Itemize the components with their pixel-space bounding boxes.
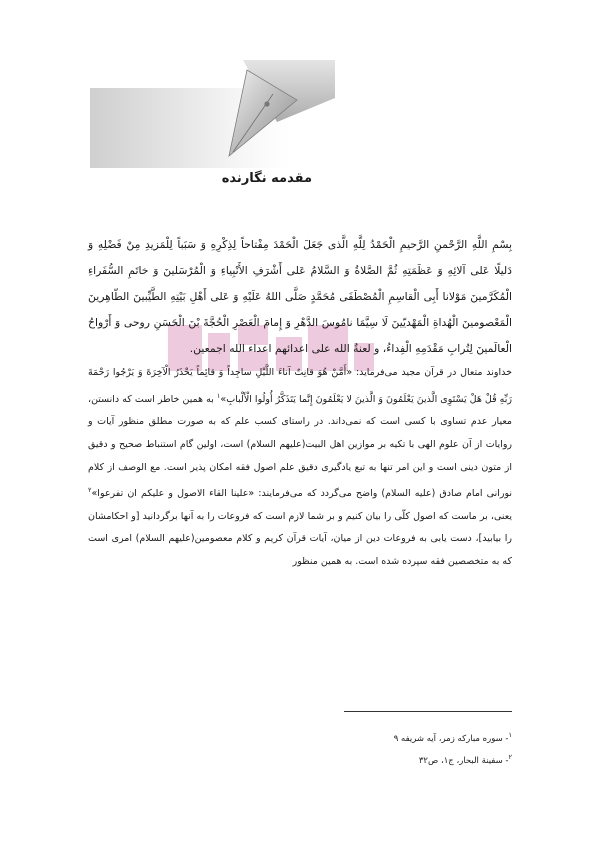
paragraph-part-1: خداوند متعال در قرآن مجید می‌فرماید: «أَمَّنْ هُوَ قانِتٌ آناءَ اللَّیْلِ ساجِداً وَ قائِماً یَحْذَرُ الْآخِرَةَ وَ یَرْجُوا رَحْمَةَ رَبِّهِ قُلْ هَلْ یَسْتَوِی الَّذینَ یَعْلَمُونَ وَ الَّذینَ لا یَعْلَمُونَ إِنَّما یَتَذَکَّرُ أُولُوا الْأَلْبابِ»	[88, 367, 512, 405]
footnote-text: - سوره مبارکه زمر، آیه شریفه ۹	[393, 733, 509, 744]
section-title: مقدمه نگارنده	[221, 171, 312, 186]
footnote-ref-2: ٢	[88, 486, 92, 495]
footnote-text: - سفینة البحار، ج۱، ص۳۲	[418, 755, 509, 766]
footnote-ref-1: ١	[216, 391, 221, 400]
footnote-number: ١	[508, 731, 512, 739]
body-text	[88, 232, 512, 574]
footnote-item	[394, 726, 512, 748]
paragraph-part-2: به همین خاطر است که دانستن، معیار عدم تساوی با کسی است که نمی‌داند. در راستای کسب علم که به صورت مطلق منظور آیات و روایات از آن علوم الهی با تکیه بر موازین اهل البیت(علیهم السلام) است، اولین گام استنباط صحیح و دقیق از متون دینی است و این امر تنها به تبع یادگیری دقیق علم اصول فقه امکان پذیر است. مع الوصف از کلام نورانی امام صادق (علیه السلام) واضح می‌گردد که می‌فرمایند: «علینا القاء الاصول و علیکم ان تفرعوا»	[88, 393, 512, 500]
footnote-divider	[344, 711, 512, 712]
arabic-opening-paragraph: بِسْمِ اللَّهِ الرَّحْمنِ الرَّحیمِ الْحَمْدُ لِلَّهِ الَّذی جَعَلَ الْحَمْدَ مِفْتاحاً لِذِکْرِهِ وَ سَبَباً لِلْمَزیدِ مِنْ فَضْلِهِ وَ دَلیلًا عَلی آلائِهِ وَ عَظَمَتِهِ ثُمَّ الصَّلاةُ وَ السَّلامُ عَلی أَشْرَفِ الأَنْبِیاءِ وَ الْمُرْسَلینَ وَ خاتَمِ السُّفَراءِ الْمُکَرَّمینَ مَوْلانا أَبِی الْقاسِمِ الْمُصْطَفَی مُحَمَّدٍ صَلَّی اللهُ عَلَیْهِ وَ عَلی أَهْلِ بَیْتِهِ الطَّیِّبینَ الطّاهِرینَ الْمَعْصومینَ الْهُداةِ الْمَهْدیّینَ لَا سِیَّمَا نامُوسَ الدَّهْرِ وَ إِمامَ الْعَصْرِ الْحُجَّةَ بْنَ الْحَسَنِ روحی وَ أَرْواحُ الْعالَمینَ لِتُرابِ مَقْدَمِهِ الْفِداءُ، و لعنةُ الله علی اعدائهم اعداء الله اجمعین.	[88, 238, 512, 355]
footnote-number: ٢	[508, 752, 512, 761]
footnotes	[394, 726, 512, 770]
fountain-pen-icon	[185, 60, 335, 170]
persian-body-paragraph	[88, 362, 512, 574]
footnote-item	[394, 748, 512, 770]
paragraph-part-3: یعنی، بر ماست که اصول کلّی را بیان کنیم و بر شما لازم است که فروعات را به آنها برگردانید [و احکامشان را بیابید]، دست یابی به فروعات دین از میان، آیات قرآن کریم و کلام معصومین(علیهم السلام) امری است که به متخصصین فقه سپرده شده است. به همین منظور	[88, 510, 512, 568]
